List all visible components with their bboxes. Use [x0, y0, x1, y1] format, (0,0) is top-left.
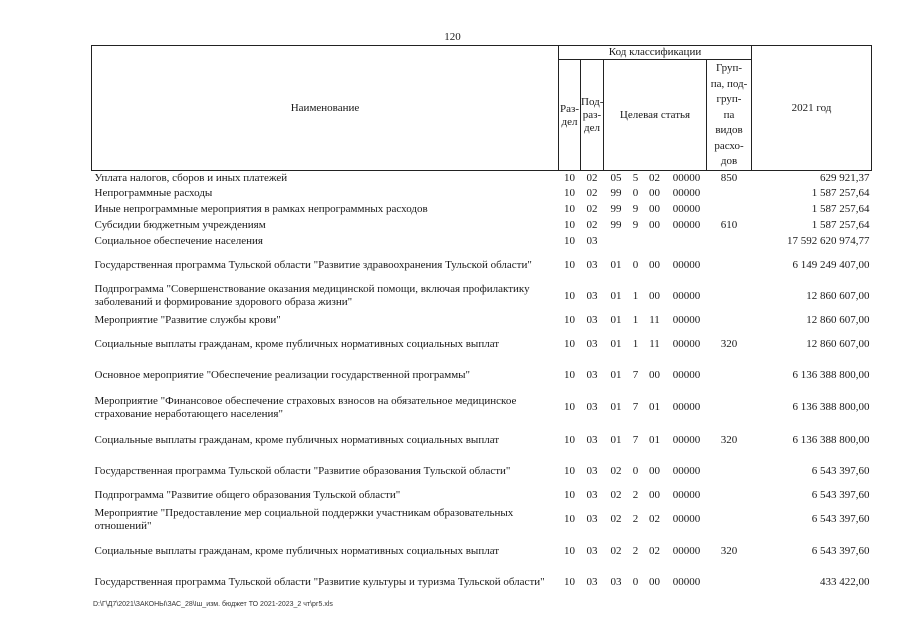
table-row: [92, 536, 872, 568]
row-target-event: 00: [649, 289, 660, 302]
row-target-program: 01: [610, 313, 622, 326]
row-target-direction: 00000: [672, 219, 701, 231]
row-target-direction: 00000: [672, 203, 701, 215]
row-target-program: 02: [610, 545, 622, 557]
row-target-direction: 00000: [672, 258, 701, 271]
row-target-event: 00: [649, 489, 660, 501]
row-target-direction: 00000: [672, 401, 701, 413]
row-target-event: 02: [649, 171, 660, 184]
row-expense-type: [707, 312, 752, 329]
row-expense-type: [707, 186, 752, 202]
row-section: 10: [564, 545, 575, 557]
row-target-subprogram: 2: [632, 513, 639, 525]
table-row: [92, 250, 872, 281]
table-row: [92, 312, 872, 329]
row-target-program: 01: [610, 433, 622, 446]
row-subsection: 03: [586, 401, 598, 413]
header-name: Наименование: [92, 46, 559, 171]
row-name: Иные непрограммные мероприятия в рамках непрограммных расходов: [94, 203, 428, 215]
row-expense-type: [707, 360, 752, 391]
row-subsection: 03: [586, 576, 598, 588]
row-amount: 6 136 388 800,00: [792, 368, 870, 381]
table-row: [92, 234, 872, 250]
row-expense-type: [707, 488, 752, 504]
row-target-direction: 00000: [672, 289, 701, 302]
table-row: [92, 360, 872, 391]
row-target-direction: [667, 234, 707, 250]
row-target-subprogram: [629, 234, 643, 250]
row-target-event: 01: [649, 401, 660, 413]
row-amount: 12 860 607,00: [806, 313, 870, 326]
row-target-direction: 00000: [672, 313, 701, 326]
row-target-event: 01: [649, 433, 660, 446]
row-section: 10: [564, 465, 575, 477]
row-target-direction: 00000: [672, 576, 701, 588]
row-subsection: 03: [586, 313, 598, 326]
row-amount: 433 422,00: [820, 576, 870, 588]
row-name: Мероприятие "Финансовое обеспечение страховых взносов на обязательное медицинское страхование неработающего населения": [94, 394, 517, 420]
row-target-program: 01: [610, 368, 622, 381]
row-target-subprogram: 7: [632, 368, 639, 381]
row-target-program: 02: [610, 465, 622, 477]
row-target-event: 00: [649, 187, 660, 199]
row-section: 10: [564, 576, 575, 588]
row-name: Уплата налогов, сборов и иных платежей: [94, 171, 288, 184]
row-amount: 12 860 607,00: [806, 289, 870, 302]
row-target-event: 00: [649, 576, 660, 588]
row-section: 10: [564, 187, 575, 199]
header-year: 2021 год: [752, 46, 872, 171]
row-target-subprogram: 0: [632, 258, 639, 271]
row-target-event: 00: [649, 368, 660, 381]
row-amount: 17 592 620 974,77: [787, 235, 870, 247]
row-target-program: 02: [610, 513, 622, 525]
row-section: 10: [564, 513, 575, 525]
table-row: [92, 488, 872, 504]
row-target-subprogram: 5: [632, 171, 639, 184]
row-name: Социальные выплаты гражданам, кроме публичных нормативных социальных выплат: [94, 433, 500, 446]
row-amount: 6 543 397,60: [811, 465, 870, 477]
table-row: [92, 568, 872, 598]
row-target-subprogram: 1: [632, 313, 639, 326]
row-section: 10: [564, 368, 575, 381]
row-target-program: [604, 234, 629, 250]
row-target-subprogram: 1: [632, 289, 639, 302]
row-section: 10: [564, 219, 575, 231]
row-amount: 1 587 257,64: [811, 203, 870, 215]
table-row: [92, 186, 872, 202]
row-target-subprogram: 0: [632, 187, 639, 199]
row-target-program: 01: [610, 258, 622, 271]
row-section: 10: [564, 401, 575, 413]
page-number: 120: [444, 31, 461, 43]
row-subsection: 03: [586, 337, 598, 350]
row-amount: 12 860 607,00: [806, 337, 870, 350]
row-name: Мероприятие "Предоставление мер социальной поддержки участникам образовательных отношений": [94, 506, 514, 532]
row-subsection: 03: [586, 513, 598, 525]
row-target-direction: 00000: [672, 433, 701, 446]
row-target-direction: 00000: [672, 368, 701, 381]
row-expense-type: [707, 250, 752, 281]
row-subsection: 03: [586, 235, 598, 247]
row-target-event: 02: [649, 513, 660, 525]
row-subsection: 03: [586, 258, 598, 271]
row-name: Социальные выплаты гражданам, кроме публичных нормативных социальных выплат: [94, 545, 500, 557]
row-target-subprogram: 0: [632, 465, 639, 477]
row-subsection: 03: [586, 289, 598, 302]
row-section: 10: [564, 313, 575, 326]
row-amount: 629 921,37: [820, 171, 870, 184]
row-expense-type: [707, 504, 752, 536]
row-target-subprogram: 9: [632, 203, 639, 215]
row-section: 10: [564, 235, 575, 247]
row-target-direction: 00000: [672, 545, 701, 557]
row-expense-type: 320: [720, 545, 738, 557]
row-expense-type: [707, 456, 752, 488]
row-subsection: 02: [586, 219, 598, 231]
row-name: Государственная программа Тульской области "Развитие культуры и туризма Тульской области": [94, 576, 545, 588]
row-target-direction: 00000: [672, 187, 701, 199]
row-name: Мероприятие "Развитие службы крови": [94, 313, 281, 326]
row-target-subprogram: 2: [632, 489, 639, 501]
row-target-program: 01: [610, 337, 622, 350]
row-name: Государственная программа Тульской области "Развитие здравоохранения Тульской области": [94, 258, 532, 271]
row-amount: 6 136 388 800,00: [792, 433, 870, 446]
row-subsection: 03: [586, 433, 598, 446]
row-target-program: 01: [610, 401, 622, 413]
row-target-program: 05: [610, 171, 622, 184]
row-name: Основное мероприятие "Обеспечение реализации государственной программы": [94, 368, 471, 381]
row-target-direction: 00000: [672, 513, 701, 525]
row-subsection: 03: [586, 545, 598, 557]
row-name: Подпрограмма "Совершенствование оказания медицинской помощи, включая профилактику заболеваний и формирование здорового образа жизни": [94, 283, 530, 308]
row-target-event: 11: [649, 313, 660, 326]
table-row: [92, 504, 872, 536]
row-amount: 1 587 257,64: [811, 219, 870, 231]
row-expense-type: 320: [720, 433, 738, 446]
row-subsection: 03: [586, 465, 598, 477]
table-row: [92, 391, 872, 425]
budget-table: [91, 45, 872, 598]
row-section: 10: [564, 289, 575, 302]
row-name: Подпрограмма "Развитие общего образования Тульской области": [94, 489, 401, 501]
row-target-program: 99: [610, 219, 622, 231]
row-target-event: 00: [649, 203, 660, 215]
row-section: 10: [564, 433, 575, 446]
file-path-footer: D:\Г\Д7\2021\ЗАКОНЫ\ЗАС_28\Iш_изм. бюджет ТО 2021-2023_2 чт\рг5.xls: [93, 601, 333, 608]
row-expense-type: [707, 234, 752, 250]
row-section: 10: [564, 258, 575, 271]
row-target-event: [643, 234, 667, 250]
row-section: 10: [564, 489, 575, 501]
row-amount: 6 543 397,60: [811, 513, 870, 525]
row-amount: 1 587 257,64: [811, 187, 870, 199]
row-section: 10: [564, 337, 575, 350]
row-target-direction: 00000: [672, 171, 701, 184]
row-expense-type: 320: [720, 337, 738, 350]
row-amount: 6 136 388 800,00: [792, 401, 870, 413]
table-row: [92, 425, 872, 456]
row-name: Субсидии бюджетным учреждениям: [94, 219, 266, 231]
table-row: [92, 281, 872, 312]
table-row: [92, 218, 872, 234]
header-group: Груп- па, под- груп- па видов расхо- дов: [707, 60, 752, 171]
row-target-subprogram: 7: [632, 433, 639, 446]
row-target-event: 02: [649, 545, 660, 557]
row-subsection: 02: [586, 171, 598, 184]
header-subsection: Под- раз- дел: [581, 60, 604, 171]
row-amount: 6 149 249 407,00: [792, 258, 870, 271]
table-row: [92, 171, 872, 186]
row-target-subprogram: 1: [632, 337, 639, 350]
table-body: [92, 171, 872, 598]
row-target-program: 01: [610, 289, 622, 302]
row-name: Социальные выплаты гражданам, кроме публичных нормативных социальных выплат: [94, 337, 500, 350]
row-target-subprogram: 2: [632, 545, 639, 557]
header-section: Раз- дел: [559, 60, 581, 171]
row-target-direction: 00000: [672, 489, 701, 501]
row-subsection: 03: [586, 489, 598, 501]
row-subsection: 02: [586, 203, 598, 215]
row-expense-type: [707, 568, 752, 598]
row-target-subprogram: 0: [632, 576, 639, 588]
row-target-direction: 00000: [672, 337, 701, 350]
row-section: 10: [564, 203, 575, 215]
row-target-program: 02: [610, 489, 622, 501]
row-target-event: 00: [649, 258, 660, 271]
header-target: Целевая статья: [604, 60, 707, 171]
row-amount: 6 543 397,60: [811, 545, 870, 557]
table-row: [92, 202, 872, 218]
row-target-event: 11: [649, 337, 660, 350]
header-code: Код классификации: [559, 46, 752, 60]
row-target-subprogram: 9: [632, 219, 639, 231]
row-target-program: 03: [610, 576, 622, 588]
row-target-program: 99: [610, 187, 622, 199]
row-target-subprogram: 7: [632, 401, 639, 413]
row-expense-type: 850: [720, 171, 738, 184]
row-target-direction: 00000: [672, 465, 701, 477]
row-expense-type: [707, 202, 752, 218]
row-expense-type: 610: [720, 219, 738, 231]
table-row: [92, 329, 872, 360]
row-expense-type: [707, 281, 752, 312]
row-name: Государственная программа Тульской области "Развитие образования Тульской области": [94, 465, 511, 477]
table-row: [92, 456, 872, 488]
row-subsection: 02: [586, 187, 598, 199]
row-subsection: 03: [586, 368, 598, 381]
row-section: 10: [564, 171, 575, 184]
row-name: Социальное обеспечение населения: [94, 235, 263, 247]
row-amount: 6 543 397,60: [811, 489, 870, 501]
row-expense-type: [707, 391, 752, 425]
row-name: Непрограммные расходы: [94, 187, 213, 199]
row-target-event: 00: [649, 219, 660, 231]
row-target-program: 99: [610, 203, 622, 215]
row-target-event: 00: [649, 465, 660, 477]
